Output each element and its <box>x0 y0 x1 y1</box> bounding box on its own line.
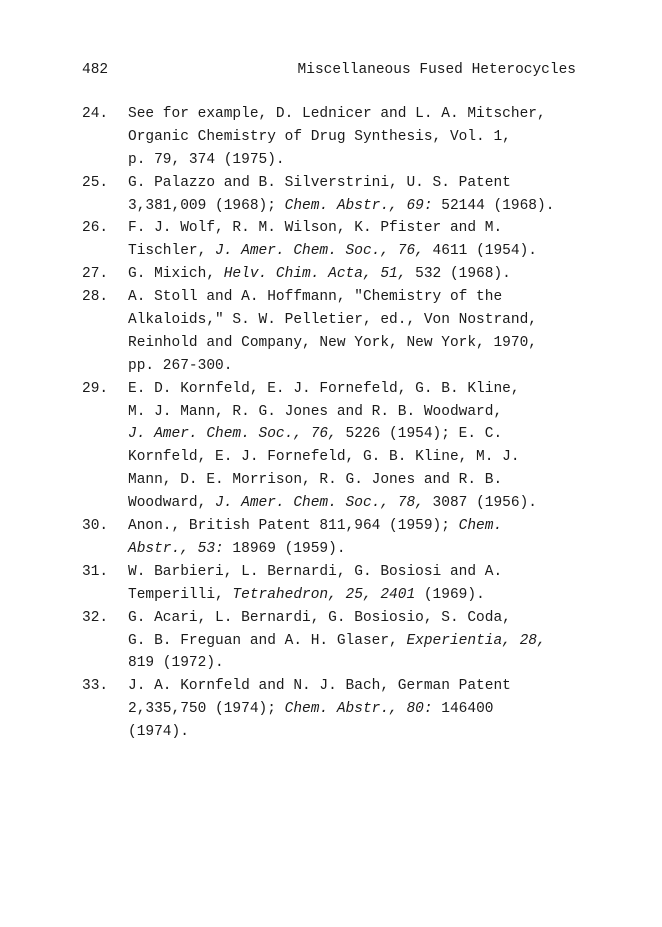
reference-line <box>128 675 582 698</box>
reference-text <box>128 172 582 218</box>
citation-segment: A. Stoll and A. Hoffmann, "Chemistry of the <box>128 289 503 306</box>
reference-number: 27. <box>82 266 109 283</box>
citation-segment: F. J. Wolf, R. M. Wilson, K. Pfister and M. <box>128 220 503 237</box>
reference-line <box>128 172 582 195</box>
reference-list <box>82 103 582 744</box>
reference-item <box>82 103 582 172</box>
citation-segment: 3087 (1956). <box>423 495 537 512</box>
reference-line <box>128 240 582 263</box>
reference-line <box>128 103 582 126</box>
citation-segment: (1974). <box>128 724 189 741</box>
reference-number: 25. <box>82 174 109 191</box>
running-head: Miscellaneous Fused Heterocycles <box>297 62 576 78</box>
reference-text <box>128 675 582 744</box>
reference-line <box>128 332 582 355</box>
reference-number: 29. <box>82 380 109 397</box>
reference-line <box>128 263 582 286</box>
reference-text <box>128 378 582 515</box>
citation-segment: G. Acari, L. Bernardi, G. Bosiosio, S. Coda, <box>128 609 511 626</box>
reference-line <box>128 515 582 538</box>
reference-line <box>128 378 582 401</box>
reference-item <box>82 675 582 744</box>
citation-italic-segment: Abstr., 53: <box>128 540 224 557</box>
citation-italic-segment: Experientia, 28, <box>406 632 546 649</box>
reference-item <box>82 286 582 378</box>
reference-item <box>82 172 582 218</box>
reference-item <box>82 607 582 676</box>
citation-segment: G. Palazzo and B. Silverstrini, U. S. Patent <box>128 174 511 191</box>
citation-segment: 3,381,009 (1968); <box>128 197 285 214</box>
reference-line <box>128 607 582 630</box>
reference-line <box>128 630 582 653</box>
citation-segment: M. J. Mann, R. G. Jones and R. B. Woodward, <box>128 403 503 420</box>
citation-italic-segment: Chem. Abstr., 80: <box>284 701 433 718</box>
citation-segment: J. A. Kornfeld and N. J. Bach, German Patent <box>128 678 511 695</box>
reference-line <box>128 401 582 424</box>
reference-line <box>128 561 582 584</box>
reference-text <box>128 263 582 286</box>
page-header <box>82 60 576 80</box>
citation-segment: Anon., British Patent 811,964 (1959); <box>128 518 459 535</box>
reference-line <box>128 355 582 378</box>
reference-line <box>128 469 582 492</box>
reference-number: 32. <box>82 609 109 626</box>
citation-italic-segment: J. Amer. Chem. Soc., 76, <box>128 426 337 443</box>
reference-text <box>128 286 582 378</box>
reference-number: 30. <box>82 518 109 535</box>
reference-line <box>128 652 582 675</box>
reference-item <box>82 561 582 607</box>
reference-item <box>82 217 582 263</box>
page-number: 482 <box>82 62 109 78</box>
reference-line <box>128 446 582 469</box>
reference-number: 31. <box>82 563 109 580</box>
reference-text <box>128 217 582 263</box>
citation-italic-segment: J. Amer. Chem. Soc., 78, <box>215 495 424 512</box>
citation-segment: See for example, D. Lednicer and L. A. Mitscher, <box>128 106 546 122</box>
reference-line <box>128 721 582 744</box>
citation-segment: (1969). <box>415 586 485 603</box>
citation-segment: Mann, D. E. Morrison, R. G. Jones and R. B. <box>128 472 503 489</box>
citation-italic-segment: J. Amer. Chem. Soc., 76, <box>215 243 424 260</box>
reference-text <box>128 103 582 172</box>
reference-text <box>128 515 582 561</box>
citation-italic-segment: Chem. Abstr., 69: <box>284 197 433 214</box>
reference-item <box>82 515 582 561</box>
citation-segment: 4611 (1954). <box>423 243 537 260</box>
citation-segment: p. 79, 374 (1975). <box>128 151 285 168</box>
reference-line <box>128 286 582 309</box>
citation-segment: G. B. Freguan and A. H. Glaser, <box>128 632 407 649</box>
citation-segment: Organic Chemistry of Drug Synthesis, Vol. 1, <box>128 128 511 145</box>
citation-segment: 52144 (1968). <box>432 197 555 214</box>
reference-line <box>128 423 582 446</box>
citation-segment: 5226 (1954); E. C. <box>336 426 503 443</box>
citation-segment: 532 (1968). <box>406 266 511 283</box>
citation-segment: Alkaloids," S. W. Pelletier, ed., Von Nostrand, <box>128 312 537 329</box>
reference-line <box>128 195 582 218</box>
reference-number: 28. <box>82 289 109 306</box>
citation-italic-segment: Helv. Chim. Acta, 51, <box>223 266 407 283</box>
citation-segment: Kornfeld, E. J. Fornefeld, G. B. Kline, M. J. <box>128 449 520 466</box>
reference-number: 26. <box>82 220 109 237</box>
citation-segment: E. D. Kornfeld, E. J. Fornefeld, G. B. Kline, <box>128 380 520 397</box>
citation-segment: W. Barbieri, L. Bernardi, G. Bosiosi and A. <box>128 563 503 580</box>
reference-line <box>128 538 582 561</box>
reference-line <box>128 698 582 721</box>
citation-segment: Reinhold and Company, New York, New York, 1970, <box>128 334 537 351</box>
citation-segment: 2,335,750 (1974); <box>128 701 285 718</box>
citation-segment: 18969 (1959). <box>223 540 346 557</box>
reference-item <box>82 263 582 286</box>
reference-line <box>128 584 582 607</box>
reference-line <box>128 126 582 149</box>
citation-segment: 819 (1972). <box>128 655 224 672</box>
citation-italic-segment: Tetrahedron, 25, 2401 <box>232 586 416 603</box>
reference-text <box>128 561 582 607</box>
citation-segment: pp. 267-300. <box>128 357 233 374</box>
reference-number: 24. <box>82 106 109 122</box>
citation-segment: Temperilli, <box>128 586 233 603</box>
reference-line <box>128 492 582 515</box>
citation-italic-segment: Chem. <box>458 518 503 535</box>
reference-text <box>128 607 582 676</box>
reference-item <box>82 378 582 515</box>
citation-segment: Woodward, <box>128 495 216 512</box>
citation-segment: 146400 <box>432 701 494 718</box>
citation-segment: G. Mixich, <box>128 266 224 283</box>
reference-line <box>128 217 582 240</box>
reference-number: 33. <box>82 678 109 695</box>
reference-line <box>128 149 582 172</box>
reference-line <box>128 309 582 332</box>
citation-segment: Tischler, <box>128 243 216 260</box>
